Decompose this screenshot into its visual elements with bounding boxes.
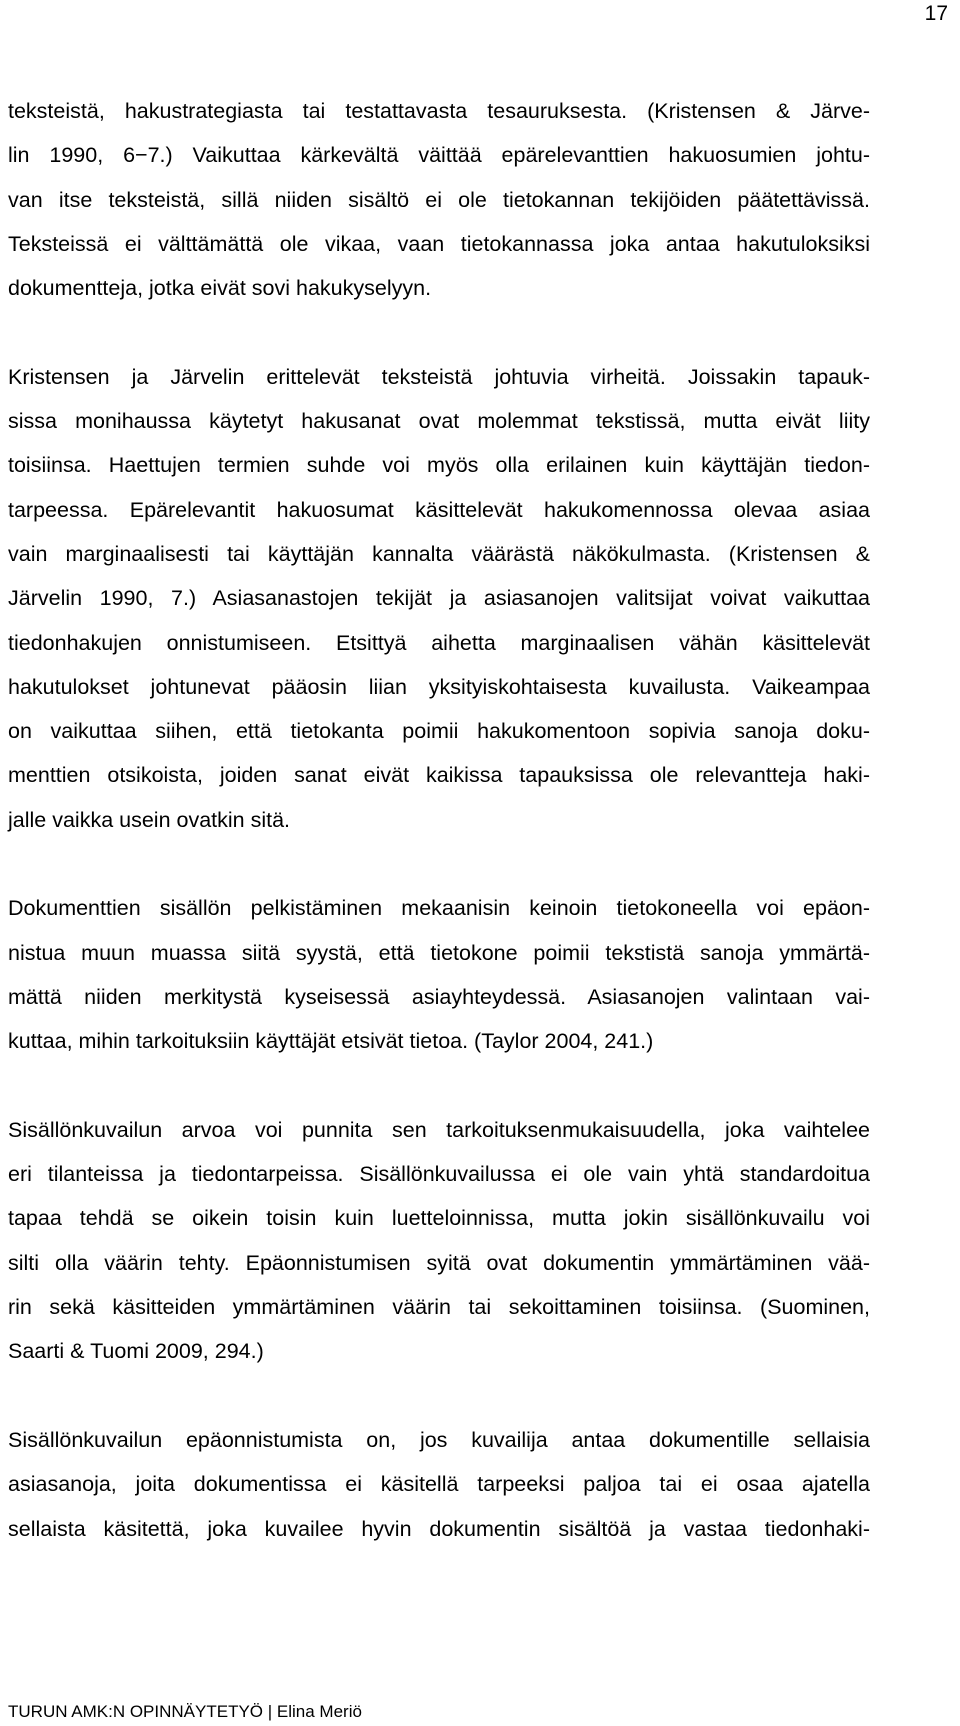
text-line: Sisällönkuvailun epäonnistumista on, jos kuvailija antaa dokumentille sellaisia (8, 1427, 870, 1452)
paragraph-3 (8, 886, 870, 1063)
text-line: Saarti & Tuomi 2009, 294.) (8, 1339, 264, 1364)
page-number: 17 (924, 2, 948, 25)
paragraph-gap (8, 1374, 870, 1418)
text-line: dokumentteja, jotka eivät sovi hakukyselyyn. (8, 276, 432, 301)
paragraph-5 (8, 1418, 870, 1551)
text-line: eri tilanteissa ja tiedontarpeissa. Sisällönkuvailussa ei ole vain yhtä standardoitua (8, 1162, 870, 1187)
paragraph-4 (8, 1108, 870, 1374)
text-line: vain marginaalisesti tai käyttäjän kannalta väärästä näkökulmasta. (Kristensen & (8, 541, 870, 566)
text-line: sissa monihaussa käytetyt hakusanat ovat molemmat tekstissä, mutta eivät liity (8, 409, 870, 434)
text-line: teksteistä, hakustrategiasta tai testattavasta tesauruksesta. (Kristensen & Järve- (8, 99, 870, 123)
text-line: menttien otsikoista, joiden sanat eivät kaikissa tapauksissa ole relevantteja haki- (8, 763, 870, 788)
body-text (8, 89, 870, 1551)
text-line: asiasanoja, joita dokumentissa ei käsitellä tarpeeksi paljoa tai ei osaa ajatella (8, 1472, 870, 1497)
text-line: tiedonhakujen onnistumiseen. Etsittyä aihetta marginaalisen vähän käsittelevät (8, 630, 870, 655)
footer: TURUN AMK:N OPINNÄYTETYÖ | Elina Meriö (8, 1702, 362, 1721)
paragraph-gap (8, 1064, 870, 1108)
text-line: kuttaa, mihin tarkoituksiin käyttäjät etsivät tietoa. (Taylor 2004, 241.) (8, 1029, 654, 1054)
text-line: jalle vaikka usein ovatkin sitä. (8, 807, 291, 832)
text-line: Järvelin 1990, 7.) Asiasanastojen tekijät ja asiasanojen valitsijat voivat vaikuttaa (8, 586, 870, 611)
text-line: Teksteissä ei välttämättä ole vikaa, vaan tietokannassa joka antaa hakutuloksiksi (8, 231, 870, 256)
text-line: Dokumenttien sisällön pelkistäminen mekaanisin keinoin tietokoneella voi epäon- (8, 896, 870, 921)
text-line: silti olla väärin tehty. Epäonnistumisen syitä ovat dokumentin ymmärtäminen vää- (8, 1250, 870, 1275)
text-line: sellaista käsitettä, joka kuvailee hyvin dokumentin sisältöä ja vastaa tiedonhaki- (8, 1516, 870, 1541)
text-line: tapaa tehdä se oikein toisin kuin luetteloinnissa, mutta jokin sisällönkuvailu voi (8, 1206, 870, 1231)
text-line: hakutulokset johtunevat pääosin liian yksityiskohtaisesta kuvailusta. Vaikeampaa (8, 674, 870, 699)
paragraph-2 (8, 355, 870, 842)
text-line: nistua muun muassa siitä syystä, että tietokone poimii tekstistä sanoja ymmärtä- (8, 940, 870, 965)
text-line: Kristensen ja Järvelin erittelevät teksteistä johtuvia virheitä. Joissakin tapauk- (8, 364, 870, 389)
text-line: mättä niiden merkitystä kyseisessä asiayhteydessä. Asiasanojen valintaan vai- (8, 984, 870, 1009)
paragraph-gap (8, 310, 870, 354)
text-line: lin 1990, 6−7.) Vaikuttaa kärkevältä väittää epärelevanttien hakuosumien johtu- (8, 143, 870, 168)
paragraph-gap (8, 842, 870, 886)
text-line: on vaikuttaa siihen, että tietokanta poimii hakukomentoon sopivia sanoja doku- (8, 719, 870, 744)
text-line: Sisällönkuvailun arvoa voi punnita sen tarkoituksenmukaisuudella, joka vaihtelee (8, 1117, 870, 1142)
paragraph-1 (8, 89, 870, 310)
text-line: tarpeessa. Epärelevantit hakuosumat käsittelevät hakukomennossa olevaa asiaa (8, 497, 870, 522)
text-line: toisiinsa. Haettujen termien suhde voi myös olla erilainen kuin käyttäjän tiedon- (8, 453, 870, 478)
text-line: rin sekä käsitteiden ymmärtäminen väärin tai sekoittaminen toisiinsa. (Suominen, (8, 1295, 870, 1320)
text-line: van itse teksteistä, sillä niiden sisältö ei ole tietokannan tekijöiden päätettävissä. (8, 187, 870, 212)
